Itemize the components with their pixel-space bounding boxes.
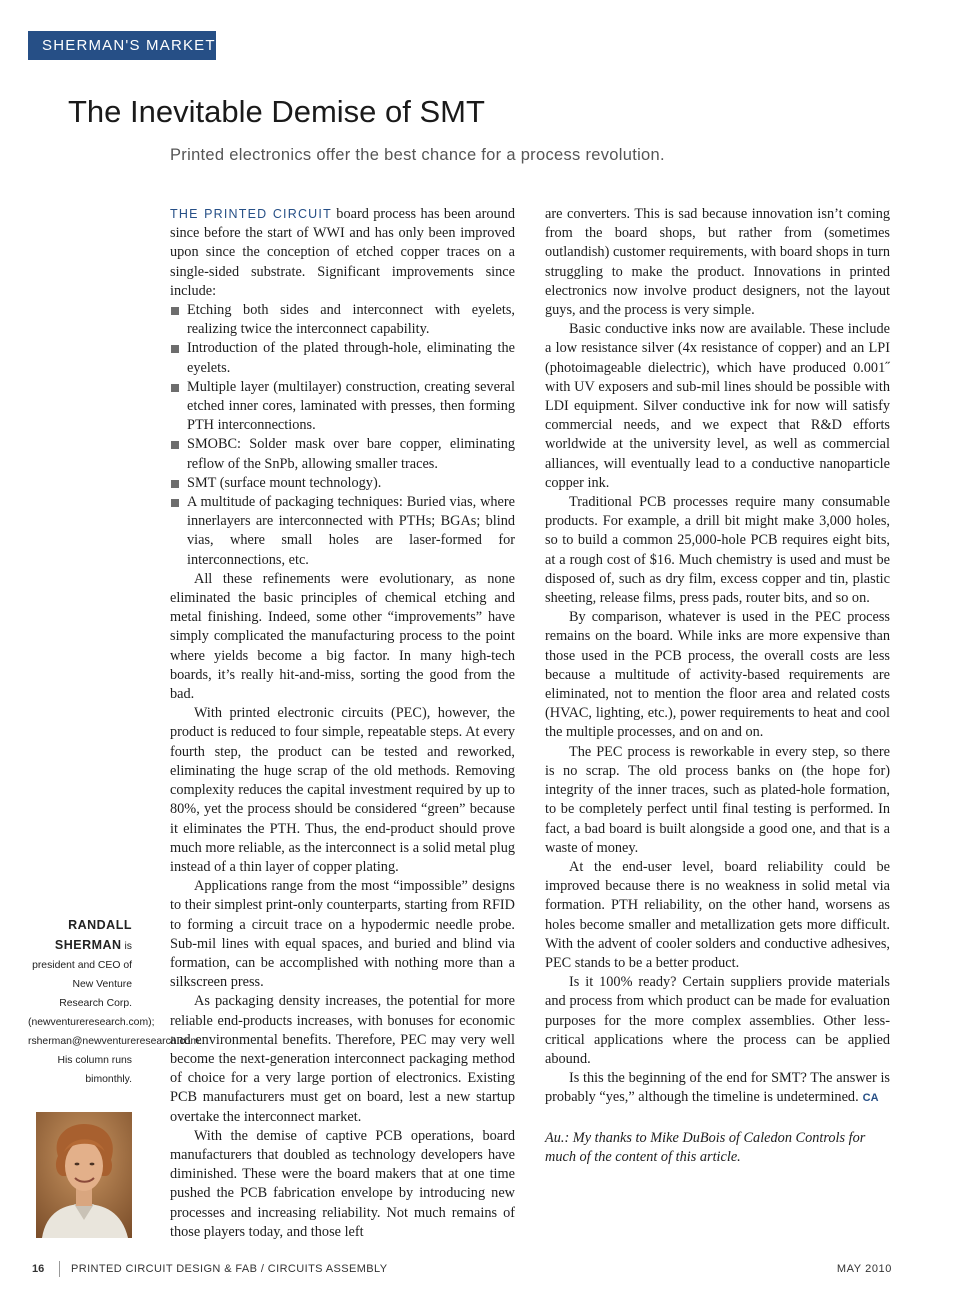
body-paragraph: At the end-user level, board reliability could be improved because there is no weakness in solid metal via formation. PTH reliability, on the other hand, worsens as holes become smaller and metallization gets more difficult. With the advent of cooler solders and conductive adhesives, PEC stands to be a better product. xyxy=(545,858,890,971)
intro-text: board process has been around since before the start of WWI and has only been improved upon since the conception of etched copper traces on a single-sided substrate. Significant improvements since include: xyxy=(170,206,515,299)
lead-in: THE PRINTED CIRCUIT xyxy=(170,207,332,221)
author-bio-text: is president and CEO of New Venture Research Corp. (newventureresearch.com); rsherman@newventureresearch.com. His column runs bimonthly. xyxy=(28,941,202,1085)
section-tag: SHERMAN'S MARKET xyxy=(28,31,216,60)
list-item-text: Etching both sides and interconnect with eyelets, realizing twice the interconnect capability. xyxy=(187,302,515,338)
body-paragraph: are converters. This is sad because innovation isn’t coming from the board shops, but rather from (sometimes outlandish) customer requirements, with board shops in turn struggling to make the product. Innovations in printed electronics now involve product designers, not the layout guys, and the process is very simple. xyxy=(545,206,890,319)
article-column-left xyxy=(170,205,515,1242)
publication-name: PRINTED CIRCUIT DESIGN & FAB / CIRCUITS ASSEMBLY xyxy=(71,1263,388,1275)
article-headline: The Inevitable Demise of SMT xyxy=(68,94,485,129)
page-number: 16 xyxy=(32,1263,45,1275)
list-item-text: SMOBC: Solder mask over bare copper, eliminating reflow of the SnPb, allowing smaller traces. xyxy=(187,436,515,472)
list-item xyxy=(170,435,515,473)
body-paragraph: Basic conductive inks now are available. These include a low resistance silver (4x resistance of copper) and an LPI (photoimageable dielectric), which have produced 0.001˝ with UV exposers and sub-mil lines should be possible with LDI equipment. Silver conductive ink for now will satisfy commercial needs, and we expect that R&D efforts worldwide at the university level, as well as commercial alliances, will eventually lead to a conductive nanoparticle copper ink. xyxy=(545,321,890,491)
closing-paragraph xyxy=(545,1069,890,1108)
author-bio xyxy=(28,916,202,1089)
author-note: Au.: My thanks to Mike DuBois of Caledon Controls for much of the content of this article. xyxy=(545,1129,866,1165)
article-column-right xyxy=(545,205,890,1167)
body-paragraph: All these refinements were evolutionary, as none eliminated the basic principles of chemical etching and metal finishing. Indeed, some other “improvements” have simply complicated the manufacturing process to the point where yields become a big factor. In many high-tech boards, it’s really hit-and-miss, sorting the good from the bad. xyxy=(170,570,515,703)
list-item xyxy=(170,474,515,493)
body-paragraph: As packaging density increases, the potential for more reliable end-products increases, with bonuses for economic and environmental benefits. Therefore, PEC may very well become the next-generation interconnect packaging method of choice for a very large portion of electronics. Existing PCB manufacturers must get on board, lest a new startup overtake the interconnect market. xyxy=(170,993,515,1125)
author-portrait xyxy=(36,1112,132,1238)
body-paragraph: Applications range from the most “impossible” designs to their simplest print-only counterparts, starting from RFID to forming a circuit trace on a hypodermic needle probe. Sub-mil lines with equal spaces, and buried and blind via formation, can be accomplished with nothing more than a silkscreen press. xyxy=(170,878,515,991)
article-deck: Printed electronics offer the best chance for a process revolution. xyxy=(170,146,665,164)
improvements-list xyxy=(170,301,515,570)
list-item-text: A multitude of packaging techniques: Buried vias, where innerlayers are interconnected with PTHs; BGAs; blind vias, where small holes are laser-formed for interconnections, etc. xyxy=(187,494,515,568)
square-bullet-icon xyxy=(171,345,179,353)
square-bullet-icon xyxy=(171,307,179,315)
body-paragraph: Traditional PCB processes require many consumable products. For example, a drill bit might make 3,000 holes, so to build a common 25,000-hole PCB requires eight bits, at a rough cost of $16. Much chemistry is used and must be disposed of, such as dry film, excess copper and tin, plastic sheeting, release films, press pads, router bits, and so on. xyxy=(545,494,890,607)
body-paragraph: Is it 100% ready? Certain suppliers provide materials and process from which product can be made for evaluation purposes for the more complex assemblies. Other less-critical applications where the process can be applied abound. xyxy=(545,974,890,1067)
body-paragraph: With the demise of captive PCB operations, board manufacturers that doubled as technology developers have diminished. These were the board makers that at one time pushed the PCB fabrication envelope by introducing new processes and increasing reliability. Not much remains of those players today, and those left xyxy=(170,1127,515,1240)
footer-divider xyxy=(59,1261,60,1277)
list-item-text: SMT (surface mount technology). xyxy=(187,474,382,491)
body-paragraph: The PEC process is reworkable in every step, so there is no scrap. The old process banks on (the hope for) integrity of the inner traces, such as plated-hole formation, to be completely perfect until final testing is performed. In fact, a bad board is built alongside a good one, and that is a waste of money. xyxy=(545,743,890,856)
list-item xyxy=(170,493,515,570)
author-photo-image xyxy=(36,1112,132,1238)
body-paragraph: With printed electronic circuits (PEC), however, the product is reduced to four simple, repeatable steps. At every fourth step, the product can be tested and reworked, eliminating the huge scrap of the old methods. Removing complexity reduces the capital investment required by up to 80%, yet the process should be considered “green” because it eliminates the PTH. Thus, the end-product should prove much more reliable, as the interconnect is a solid metal plug instead of a thin layer of copper plating. xyxy=(170,705,515,875)
closing-text: Is this the beginning of the end for SMT? The answer is probably “yes,” although the timeline is undetermined. xyxy=(545,1070,890,1106)
issue-date: MAY 2010 xyxy=(836,1263,892,1275)
body-paragraph: By comparison, whatever is used in the PEC process remains on the board. While inks are more expensive than those used in the PCB process, the overall costs are less because a multitude of activity-based requirements are eliminated, not to mention the floor area and related costs (HVAC, lighting, etc.), power requirements to heat and cool the multiple processes, and on and on. xyxy=(545,609,890,741)
square-bullet-icon xyxy=(171,384,179,392)
end-mark: CA xyxy=(862,1092,879,1105)
list-item xyxy=(170,339,515,377)
list-item xyxy=(170,378,515,436)
intro-paragraph xyxy=(170,205,515,301)
author-name: RANDALL SHERMAN xyxy=(54,918,132,952)
square-bullet-icon xyxy=(171,499,179,507)
page-footer xyxy=(32,1263,892,1279)
list-item-text: Introduction of the plated through-hole, eliminating the eyelets. xyxy=(187,340,515,376)
list-item xyxy=(170,301,515,339)
square-bullet-icon xyxy=(171,480,179,488)
square-bullet-icon xyxy=(171,441,179,449)
list-item-text: Multiple layer (multilayer) construction, creating several etched inner cores, laminated with presses, then forming PTH interconnections. xyxy=(187,378,515,434)
